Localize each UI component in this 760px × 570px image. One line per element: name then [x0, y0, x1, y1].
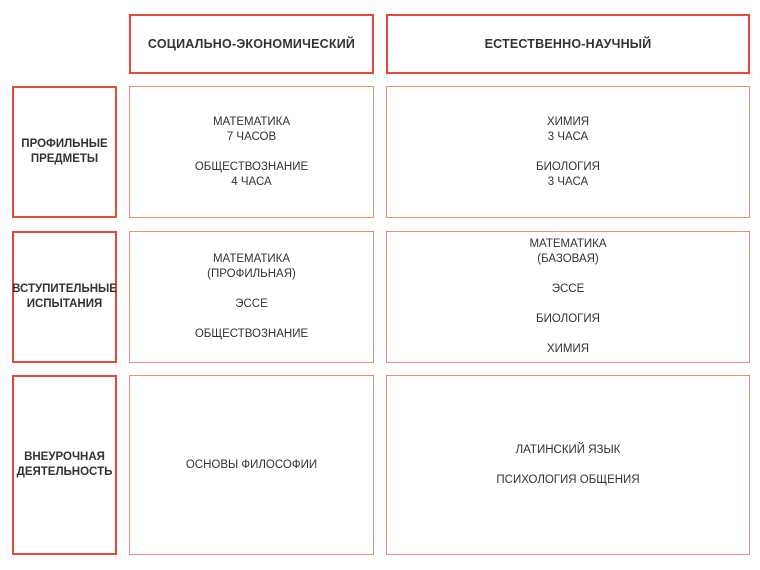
cell-extracurricular-socio-economic: [129, 375, 374, 555]
cell-line: ХИМИЯ: [546, 115, 590, 128]
cell-line: 3 ЧАСА: [547, 175, 589, 188]
column-header-socio-economic: [129, 14, 374, 74]
row-label-profile-subjects: [12, 86, 117, 218]
cell-line: МАТЕМАТИКА: [212, 115, 291, 128]
cell-profile-natural-science: [386, 86, 750, 218]
cell-line: ПСИХОЛОГИЯ ОБЩЕНИЯ: [496, 473, 640, 486]
cell-line: ОБЩЕСТВОЗНАНИЕ: [194, 328, 309, 340]
row-label-entrance-exams: [12, 231, 117, 363]
cell-line: БИОЛОГИЯ: [536, 313, 600, 325]
column-header-label: СОЦИАЛЬНО-ЭКОНОМИЧЕСКИЙ: [147, 37, 356, 51]
row-label-extracurricular: [12, 375, 117, 555]
cell-profile-socio-economic: [129, 86, 374, 218]
row-label-line: ПРОФИЛЬНЫЕ: [21, 138, 108, 150]
cell-line: (ПРОФИЛЬНАЯ): [207, 268, 296, 280]
row-label-line: ПРЕДМЕТЫ: [30, 153, 99, 165]
row-label-line: ДЕЯТЕЛЬНОСТЬ: [16, 466, 113, 478]
cell-line: МАТЕМАТИКА: [212, 253, 291, 265]
cell-line: ОБЩЕСТВОЗНАНИЕ: [194, 160, 309, 173]
row-label-line: ИСПЫТАНИЯ: [26, 298, 103, 310]
cell-line: МАТЕМАТИКА: [529, 238, 607, 250]
cell-line: ХИМИЯ: [546, 343, 590, 355]
row-label-line: ВНЕУРОЧНАЯ: [24, 451, 105, 463]
column-header-natural-science: [386, 14, 750, 74]
cell-line: 4 ЧАСА: [231, 175, 272, 188]
cell-line: 3 ЧАСА: [547, 130, 589, 143]
cell-exams-natural-science: [386, 231, 750, 363]
cell-line: (БАЗОВАЯ): [537, 253, 599, 265]
cell-extracurricular-natural-science: [386, 375, 750, 555]
cell-line: ЭССЕ: [235, 298, 268, 310]
cell-line: ЭССЕ: [551, 283, 585, 295]
cell-line: БИОЛОГИЯ: [536, 160, 600, 173]
cell-line: ОСНОВЫ ФИЛОСОФИИ: [185, 458, 318, 471]
cell-exams-socio-economic: [129, 231, 374, 363]
row-label-line: ВСТУПИТЕЛЬНЫЕ: [12, 283, 117, 295]
column-header-label: ЕСТЕСТВЕННО-НАУЧНЫЙ: [484, 37, 652, 51]
cell-line: 7 ЧАСОВ: [226, 130, 277, 143]
cell-line: ЛАТИНСКИЙ ЯЗЫК: [515, 443, 621, 456]
